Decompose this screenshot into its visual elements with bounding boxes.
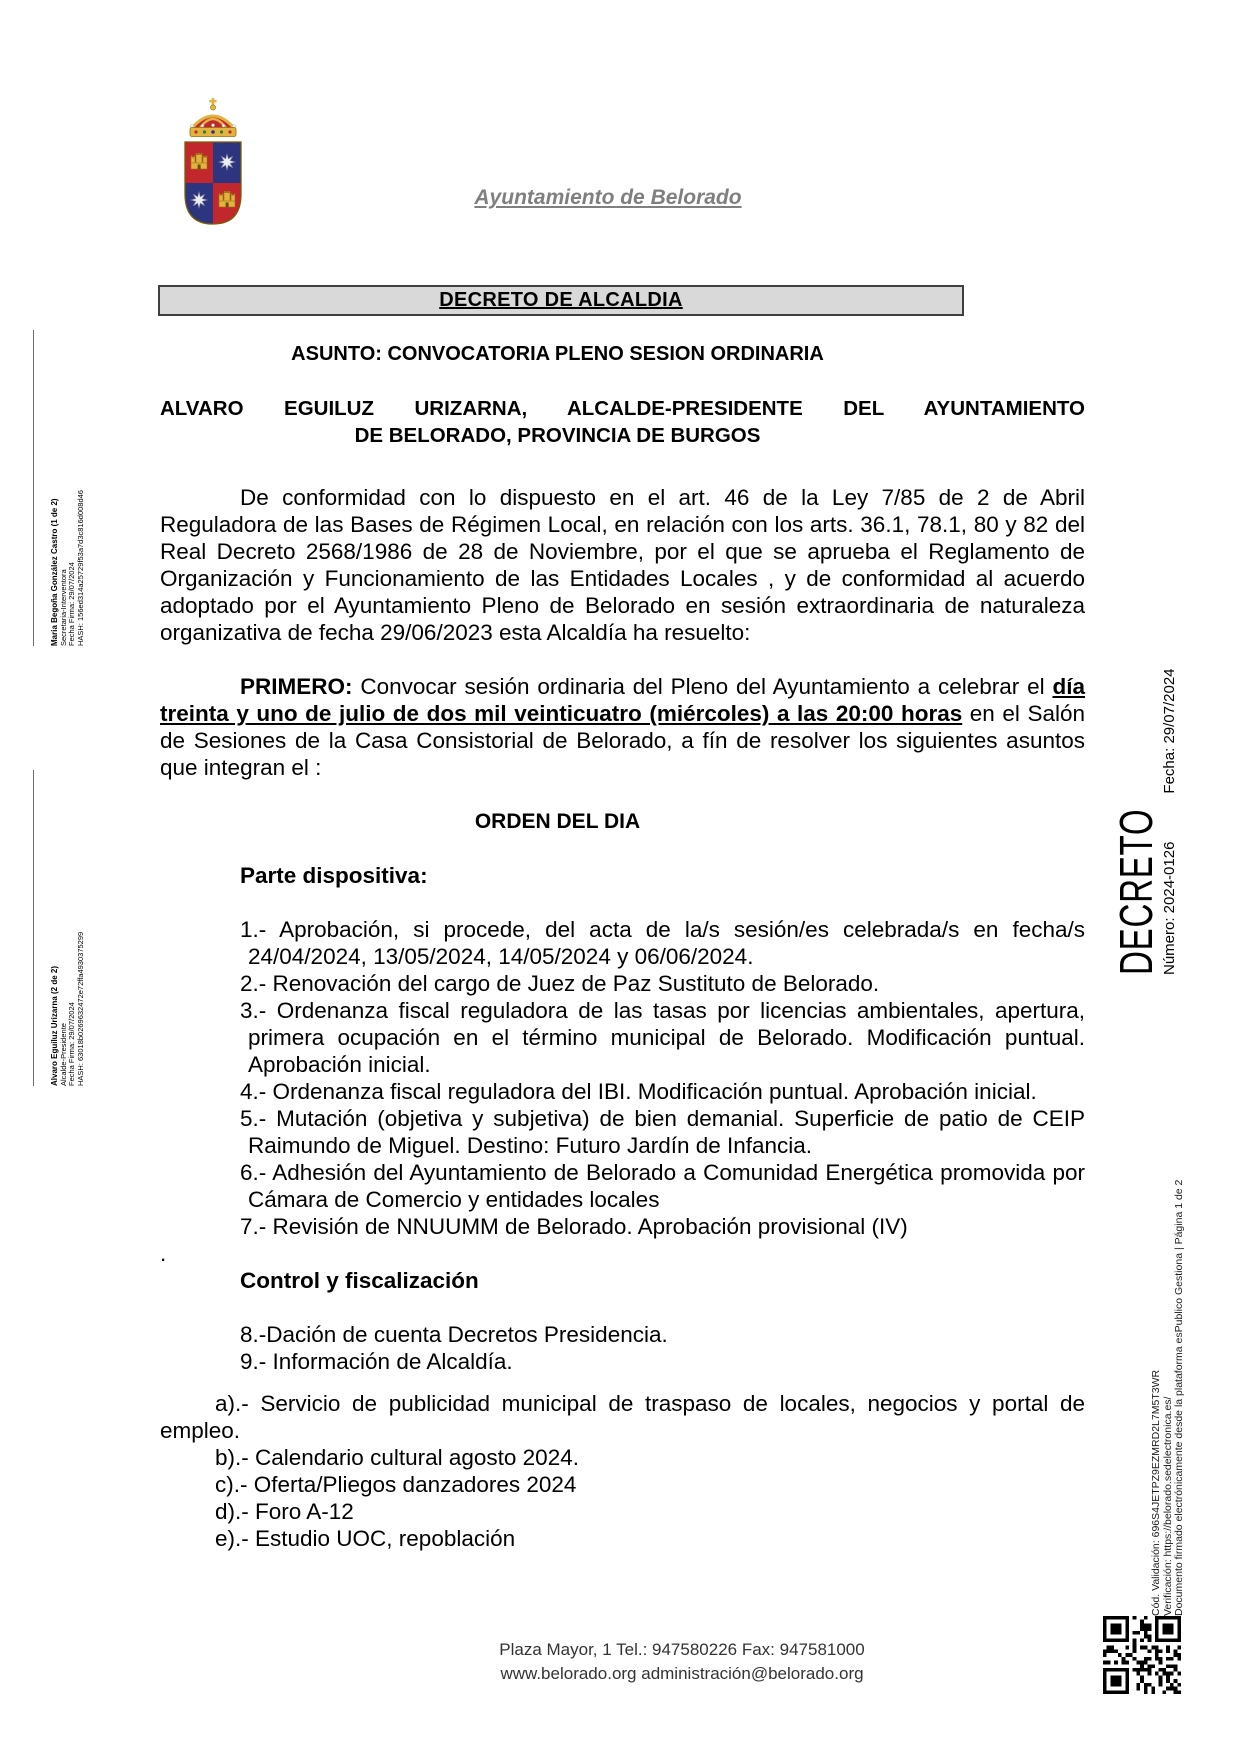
signer-role: Alcalde-Presidente — [58, 1023, 68, 1086]
control-items — [160, 1321, 1085, 1375]
letter-item: e).- Estudio UOC, repoblación — [215, 1526, 516, 1551]
authority-line2: DE BELORADO, PROVINCIA DE BURGOS — [354, 424, 761, 447]
authority-heading — [160, 395, 1085, 449]
orden-del-dia-heading: ORDEN DEL DIA — [474, 810, 641, 833]
document-title: DECRETO DE ALCALDIA — [439, 289, 683, 311]
letter-item: c).- Oferta/Pliegos danzadores 2024 — [215, 1472, 577, 1497]
primero-label: PRIMERO: — [240, 674, 353, 699]
signature-block-secretaria — [33, 330, 91, 646]
parte-dispositiva-label: Parte dispositiva: — [240, 863, 428, 888]
footer-address: Plaza Mayor, 1 Tel.: 947580226 Fax: 947581000 — [499, 1640, 865, 1659]
signature-date: Fecha Firma: 29/07/2024 — [67, 562, 76, 646]
primero-paragraph — [160, 673, 1085, 781]
orden-item: 3.- Ordenanza fiscal reguladora de las tasas por licencias ambientales, apertura, primera ocupación en el término municipal de Belorado. Modificación puntual. Aprobación inicial. — [240, 998, 1085, 1077]
decree-number: Número: 2024-0126 — [1161, 841, 1178, 975]
stray-period: . — [160, 1241, 167, 1266]
municipality-title: Ayuntamiento de Belorado — [474, 186, 742, 209]
document-title-bar — [158, 285, 964, 316]
footer-web-email: www.belorado.org administración@belorado.org — [500, 1664, 864, 1683]
orden-item: 5.- Mutación (objetiva y subjetiva) de bien demanial. Superficie de patio de CEIP Raimundo de Miguel. Destino: Futuro Jardín de Infancia. — [240, 1106, 1085, 1158]
signature-block-alcalde — [33, 770, 91, 1086]
signature-date: Fecha Firma: 29/07/2024 — [67, 1002, 76, 1086]
authority-line1: ALVARO EGUILUZ URIZARNA, ALCALDE-PRESIDENTE DEL AYUNTAMIENTO — [160, 397, 1085, 420]
signature-hash: HASH: 63018b0269632472e72ffa4930375299 — [75, 931, 85, 1086]
orden-item: 7.- Revisión de NNUUMM de Belorado. Aprobación provisional (IV) — [240, 1214, 908, 1239]
orden-item: 1.- Aprobación, si procede, del acta de la/s sesión/es celebrada/s en fecha/s 24/04/2024, 13/05/2024, 14/05/2024 y 06/06/2024. — [240, 917, 1085, 969]
validation-strip — [1151, 1068, 1195, 1616]
orden-item: 2.- Renovación del cargo de Juez de Paz Sustituto de Belorado. — [240, 971, 880, 996]
subject-line: ASUNTO: CONVOCATORIA PLENO SESION ORDINARIA — [291, 343, 824, 365]
decree-date: Fecha: 29/07/2024 — [1161, 668, 1178, 794]
signer-name: Alvaro Eguíluz Urizarna (2 de 2) — [50, 965, 59, 1086]
control-heading: Control y fiscalización — [240, 1268, 479, 1293]
decree-meta — [1161, 555, 1179, 975]
decree-type-label: DECRETO — [1110, 808, 1162, 975]
orden-item: 4.- Ordenanza fiscal reguladora del IBI. Modificación puntual. Aprobación inicial. — [240, 1079, 1037, 1104]
letter-items — [160, 1390, 1085, 1552]
letter-item: b).- Calendario cultural agosto 2024. — [215, 1445, 579, 1470]
validation-signed-note: Documento firmado electrónicamente desde la plataforma esPublico Gestiona | Página 1 de 2 — [1173, 1179, 1185, 1616]
footer — [282, 1638, 1082, 1686]
intro-paragraph: De conformidad con lo dispuesto en el art. 46 de la Ley 7/85 de 2 de Abril Reguladora de las Bases de Régimen Local, en relación con los arts. 36.1, 78.1, 80 y 82 del Real Decreto 2568/1986 de 28 de Noviembre, por el que se aprueba el Reglamento de Organización y Funcionamiento de las Entidades Locales , y de conformidad al acuerdo adoptado por el Ayuntamiento Pleno de Belorado en sesión extraordinaria de naturaleza organizativa de fecha 29/06/2023 esta Alcaldía ha resuelto: — [160, 485, 1085, 645]
control-item: 9.- Información de Alcaldía. — [240, 1349, 513, 1374]
orden-item: 6.- Adhesión del Ayuntamiento de Belorado a Comunidad Energética promovida por Cámara de Comercio y entidades locales — [240, 1160, 1085, 1212]
letter-item: d).- Foro A-12 — [215, 1499, 354, 1524]
document-body — [160, 341, 1085, 1552]
letter-item: a).- Servicio de publicidad municipal de traspaso de locales, negocios y portal de empleo. — [160, 1391, 1085, 1443]
decree-margin-label — [1110, 555, 1191, 975]
signer-name: Maria Begoña González Castro (1 de 2) — [50, 498, 59, 646]
qr-code — [1103, 1616, 1181, 1694]
primero-emphasis: día treinta y uno de julio de dos mil veinticuatro (miércoles) a las 20:00 horas — [160, 674, 1085, 726]
primero-tail: en el Salón de Sesiones de la Casa Consistorial de Belorado, a fín de resolver los siguientes asuntos que integran el : — [160, 701, 1085, 780]
validation-url: Verificación: https://belorado.sedelectronica.es/ — [1161, 1396, 1174, 1616]
signature-hash: HASH: 156ed314a25729f53a7d3c816d008d46 — [75, 490, 85, 646]
control-item: 8.-Dación de cuenta Decretos Presidencia. — [240, 1322, 668, 1347]
validation-code: Cód. Validación: 696S4JETPZ9EZMRD2L7M5T3WR — [1150, 1369, 1162, 1616]
orden-items — [160, 916, 1085, 1240]
primero-lead: Convocar sesión ordinaria del Pleno del Ayuntamiento a celebrar el — [352, 674, 1053, 699]
signer-role: Secretaria-Interventora — [58, 569, 68, 646]
